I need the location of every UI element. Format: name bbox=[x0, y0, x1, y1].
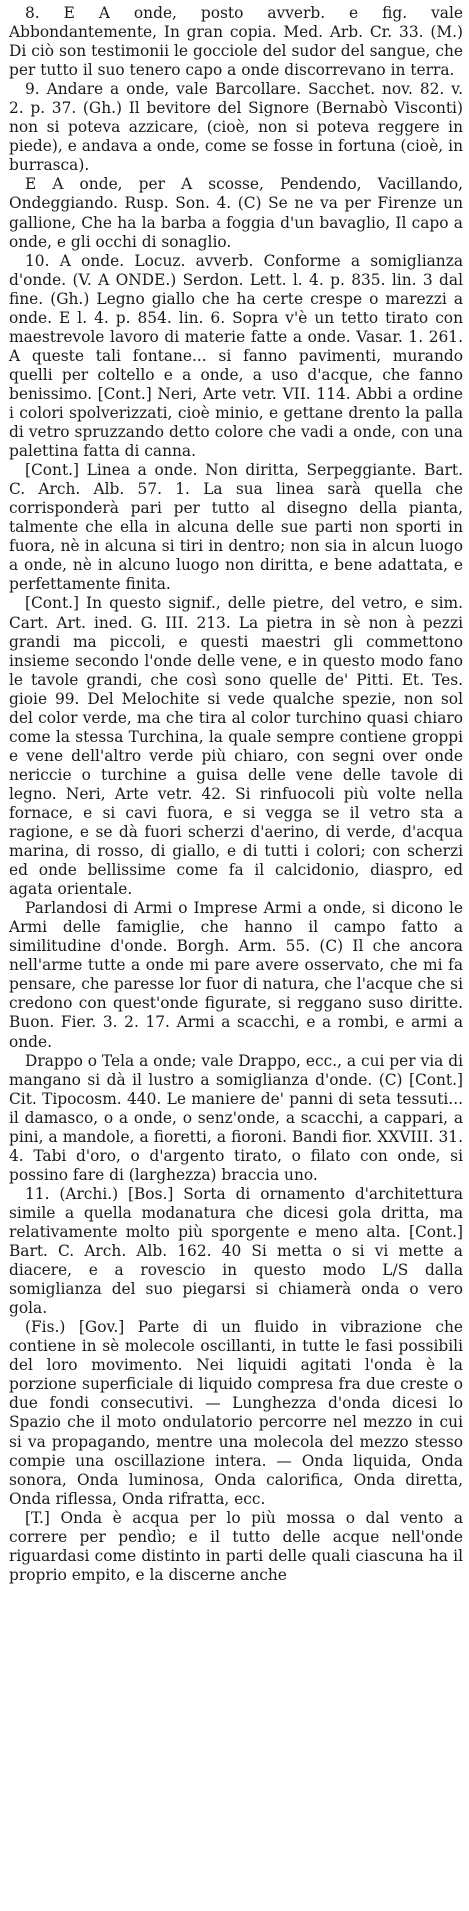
entry-fisica-text: (Fis.) [Gov.] Parte di un fluido in vibrazione che contiene in sè molecole oscillanti, in tutte le fasi possibili del loro movimento. Nei liquidi agitati l'onda è la porzione superficiale di liquido compresa fra due creste o due fondi consecutivi. — Lunghezza d'onda dicesi lo Spazio che il moto ondulatorio percorre nel mezzo in cui si va propagando, mentre una molecola del mezzo stesso compie una oscillazione intera. — Onda liquida, Onda sonora, Onda luminosa, Onda calorifica, Onda diretta, Onda riflessa, Onda rifratta, ecc. bbox=[9, 1318, 463, 1508]
dictionary-page bbox=[9, 4, 463, 1585]
entry-11-text: 11. (Archi.) [Bos.] Sorta di ornamento d'architettura simile a quella modanatura che dicesi gola dritta, ma relativamente molto più sporgente e meno alta. [Cont.] Bart. C. Arch. Alb. 162. 40 Si metta o si vi mette a diacere, e a rovescio in questo modo L/S dalla somiglianza del suo piegarsi si chiamerà onda o vero gola. bbox=[9, 1184, 463, 1318]
entry-9-subsense-text: E A onde, per A scosse, Pendendo, Vacillando, Ondeggiando. Rusp. Son. 4. (C) Se ne va per Firenze un gallione, Che ha la barba a foggia d'un bavaglio, Il capo a onde, e gli occhi di sonaglio. bbox=[9, 175, 463, 251]
entry-drappo-text: Drappo o Tela a onde; vale Drappo, ecc., a cui per via di mangano si dà il lustro a somiglianza d'onde. (C) [Cont.] Cit. Tipocosm. 440. Le maniere de' panni di seta tessuti... il damasco, o a onde, o senz'onde, a scacchi, a cappari, a pini, a mandole, a fioretti, a fioroni. Bandi fior. XXVIII. 31. 4. Tabi d'oro, o d'argento tirato, o filato con onde, si possino fare di (larghezza) braccia uno. bbox=[9, 1051, 463, 1184]
entry-8-text: 8. E A onde, posto avverb. e fig. vale Abbondantemente, In gran copia. Med. Arb. Cr. 33. (M.) Di ciò son testimonii le gocciole del sudor del sangue, che per tutto il suo tenero capo a onde discorrevano in terra. bbox=[9, 4, 463, 80]
entry-9-text: 9. Andare a onde, vale Barcollare. Sacchet. nov. 82. v. 2. p. 37. (Gh.) Il bevitore del Signore (Bernabò Visconti) non si poteva azzicare, (cioè, non si poteva reggere in piede), e andava a onde, come se fosse in fortuna (cioè, in burrasca). bbox=[9, 80, 463, 175]
entry-pietre-vetro-text: [Cont.] In questo signif., delle pietre, del vetro, e sim. Cart. Art. ined. G. III. 213. La pietra in sè non à pezzi grandi ma piccoli, e questi maestri gli commettono insieme secondo l'onde delle vene, e in questo modo fano le tavole grandi, che così sono quelle de' Pitti. Et. Tes. gioie 99. Del Melochite si vede qualche spezie, non sol del color verde, ma che tira al color turchino quasi chiaro come la stessa Turchina, la quale sempre contiene groppi e vene dell'altro verde più chiaro, con segni over onde nericcie o turchine a guisa delle vene delle tavole di legno. Neri, Arte vetr. 42. Si rinfuocoli più volte nella fornace, e si cavi fuora, e si vegga se il vetro sta a ragione, e se dà fuori scherzi d'aerino, di verde, d'acqua marina, di rosso, di giallo, e di tutti i colori; con scherzi ed onde bellissime come fa il calcidonio, diaspro, ed agata orientale. bbox=[9, 594, 463, 899]
entry-t-text: [T.] Onda è acqua per lo più mossa o dal vento a correre per pendìo; e il tutto delle acque nell'onde riguardasi come distinto in parti delle quali ciascuna ha il proprio empito, e la discerne anche bbox=[9, 1508, 463, 1584]
entry-10-text: 10. A onde. Locuz. avverb. Conforme a somiglianza d'onde. (V. A ONDE.) Serdon. Lett. l. 4. p. 835. lin. 3 dal fine. (Gh.) Legno giallo che ha certe crespe o marezzi a onde. E l. 4. p. 854. lin. 6. Sopra v'è un tetto tirato con maestrevole lavoro di materie fatte a onde. Vasar. 1. 261. A queste tali fontane... si fanno pavimenti, murando quelli per coltello e a onde, a uso d'acque, che fanno benissimo. [Cont.] Neri, Arte vetr. VII. 114. Abbi a ordine i colori spolverizzati, cioè minio, e gettane drento la palla di vetro spruzzando detto colore che vadi a onde, con una palettina fatta di canna. bbox=[9, 251, 463, 461]
entry-armi-a-onde-text: Parlandosi di Armi o Imprese Armi a onde, si dicono le Armi delle famiglie, che hanno il campo fatto a similitudine d'onde. Borgh. Arm. 55. (C) Il che ancora nell'arme tutte a onde mi pare avere osservato, che mi fa pensare, che paresse lor fuor di natura, che l'acque che si credono con quest'onde figurate, si reggano suso diritte. Buon. Fier. 3. 2. 17. Armi a scacchi, e a rombi, e armi a onde. bbox=[9, 899, 463, 1051]
entry-linea-a-onde-text: [Cont.] Linea a onde. Non diritta, Serpeggiante. Bart. C. Arch. Alb. 57. 1. La sua linea sarà quella che corrisponderà pari per tutto al disegno della pianta, talmente che ella in alcuna delle sue parti non sporti in fuora, nè in alcuna si tiri in dentro; non sia in alcun luogo a onde, nè in alcuno luogo non diritta, e bene adattata, e perfettamente finita. bbox=[9, 461, 463, 594]
